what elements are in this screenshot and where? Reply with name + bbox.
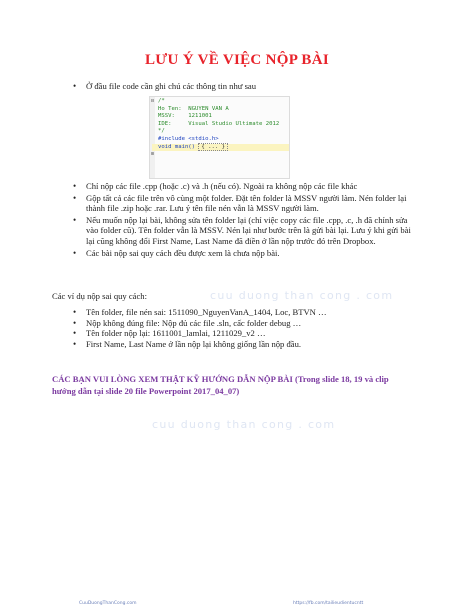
examples-intro: Các ví dụ nộp sai quy cách: — [52, 291, 147, 301]
list-item: • Các bài nộp sai quy cách đều được xem là chưa nộp bài. — [73, 248, 413, 259]
list-item: • Nếu muốn nộp lại bài, không sửa tên folder lại (chỉ việc copy các file .cpp, .c, .h đã chỉnh sửa vào folder cũ). Tên folder vẫn là MSSV. Nén lại như bước trên là gửi bài lại. Lưu ý khi gửi bài lại cũng không đổi First Name, Last Name đã điền ở lần nộp trước đó trên Dropbox. — [73, 215, 413, 247]
list-item: • Gộp tất cả các file trên vô cùng một folder. Đặt tên folder là MSSV người làm. Nén folder lại thành file .zip hoặc .rar. Lưu ý tên file nén vẫn là MSSV người làm. — [73, 193, 413, 214]
code-line: #include <stdio.h> — [158, 135, 219, 142]
code-line: Ho Ten: NGUYEN VAN A — [158, 105, 229, 112]
page-title: LƯU Ý VỀ VIỆC NỘP BÀI — [145, 52, 329, 68]
list-item: • Tên folder, file nén sai: 1511090_NguyenVanA_1404, Loc, BTVN … — [73, 307, 403, 318]
instruction-note: CÁC BẠN VUI LÒNG XEM THẬT KỸ HƯỚNG DẪN NỘP BÀI (Trong slide 18, 19 và clip hướng dẫn tại slide 20 file Powerpoint 2017_04_07) — [52, 374, 389, 396]
code-line: MSSV: 1211001 — [158, 113, 212, 120]
code-line: void main() — [158, 143, 196, 150]
footer-right-link[interactable]: https://fb.com/tailieudientucntt — [293, 601, 364, 606]
fold-minus-icon: ⊟ — [150, 98, 154, 104]
footer-left-link[interactable]: CuuDuongThanCong.com — [79, 601, 137, 606]
list-item: • Ở đầu file code cần ghi chú các thông tin như sau — [73, 81, 413, 92]
folded-block: { ... } — [198, 143, 228, 151]
list-item: • First Name, Last Name ở lần nộp lại không giống lần nộp đầu. — [73, 339, 403, 350]
fold-plus-icon: ⊞ — [150, 151, 154, 157]
list-item: • Nộp không đúng file: Nộp đủ các file .sln, cấc folder debug … — [73, 318, 403, 329]
list-item: • Tên folder nộp lại: 1611001_lamlai, 1211029_v2 … — [73, 328, 403, 339]
watermark: cuu duong than cong . com — [210, 289, 394, 302]
code-line: /* — [158, 98, 165, 104]
code-line: IDE: Visual Studio Ultimate 2012 — [158, 120, 280, 127]
list-item: • Chỉ nộp các file .cpp (hoặc .c) và .h (nếu có). Ngoài ra không nộp các file khác — [73, 181, 413, 192]
examples-list — [73, 307, 403, 349]
rules-list — [73, 181, 413, 259]
code-screenshot — [149, 96, 290, 179]
code-line-main — [152, 144, 289, 152]
intro-list — [73, 81, 413, 92]
code-line: */ — [158, 128, 165, 135]
watermark: cuu duong than cong . com — [152, 418, 336, 431]
